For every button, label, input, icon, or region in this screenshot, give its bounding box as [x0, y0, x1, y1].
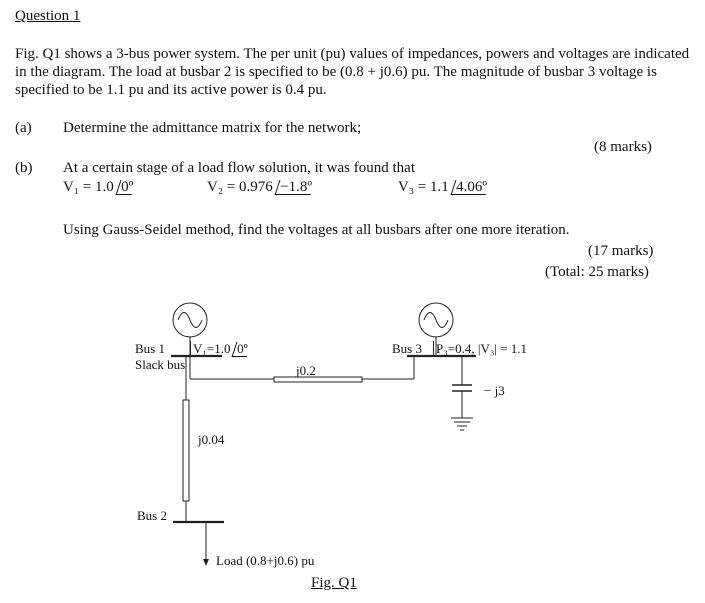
- question-intro: Fig. Q1 shows a 3-bus power system. The per unit (pu) values of impedances, powers and voltages are indicated in the diagram. The load at busbar 2 is specified to be (0.8 + j0.6) pu. The magnitude of busbar 3 voltage is specified to be 1.1 pu and its active power is 0.4 pu.: [15, 46, 690, 98]
- generator-1-sine: [178, 313, 202, 328]
- bus-1-slack-label: Slack bus: [135, 357, 186, 372]
- line-12-impedance-label: j0.04: [198, 432, 225, 447]
- load-arrow-icon: [203, 559, 209, 566]
- part-b-marks: (17 marks): [588, 243, 654, 259]
- v2-angle: −1.8º: [274, 180, 315, 195]
- v1-magnitude: V₁ = 1.0: [63, 179, 114, 195]
- part-b-text: At a certain stage of a load flow solution, it was found that: [63, 160, 415, 176]
- generator-3-sine: [424, 313, 448, 328]
- bus-2-label: Bus 2: [137, 508, 167, 523]
- bus-1-voltage-angle: 0º: [231, 342, 250, 357]
- part-b-gauss-seidel-text: Using Gauss-Seidel method, find the voltages at all busbars after one more iteration.: [63, 222, 570, 238]
- bus-1-label: Bus 1: [135, 341, 165, 356]
- bus-1-voltage-magnitude: V₁=1.0: [190, 341, 231, 356]
- v3-magnitude: V₃ = 1.1: [398, 179, 449, 195]
- part-a-marks: (8 marks): [594, 139, 652, 155]
- part-a-label: (a): [15, 120, 32, 136]
- part-a-text: Determine the admittance matrix for the network;: [63, 120, 362, 136]
- total-marks: (Total: 25 marks): [545, 264, 649, 280]
- figure-caption: Fig. Q1: [311, 575, 357, 591]
- v2-magnitude: V₂ = 0.976: [207, 179, 273, 195]
- line-12-impedance-box: [183, 400, 189, 501]
- v3-angle: 4.06º: [450, 180, 490, 195]
- bus-1-voltage: [190, 341, 248, 357]
- shunt-reactance-label: − j3: [484, 383, 505, 398]
- line-13-impedance-box: [274, 377, 362, 382]
- load-label: Load (0.8+j0.6) pu: [216, 553, 315, 568]
- v1-angle: 0º: [115, 180, 136, 195]
- line-13-impedance-label: j0.2: [296, 363, 316, 378]
- part-b-label: (b): [15, 160, 33, 176]
- question-heading: Question 1: [15, 8, 81, 24]
- bus-3-label: Bus 3: [392, 341, 422, 356]
- bus-3-spec: P₃=0.4, |V₃| = 1.1: [433, 341, 527, 356]
